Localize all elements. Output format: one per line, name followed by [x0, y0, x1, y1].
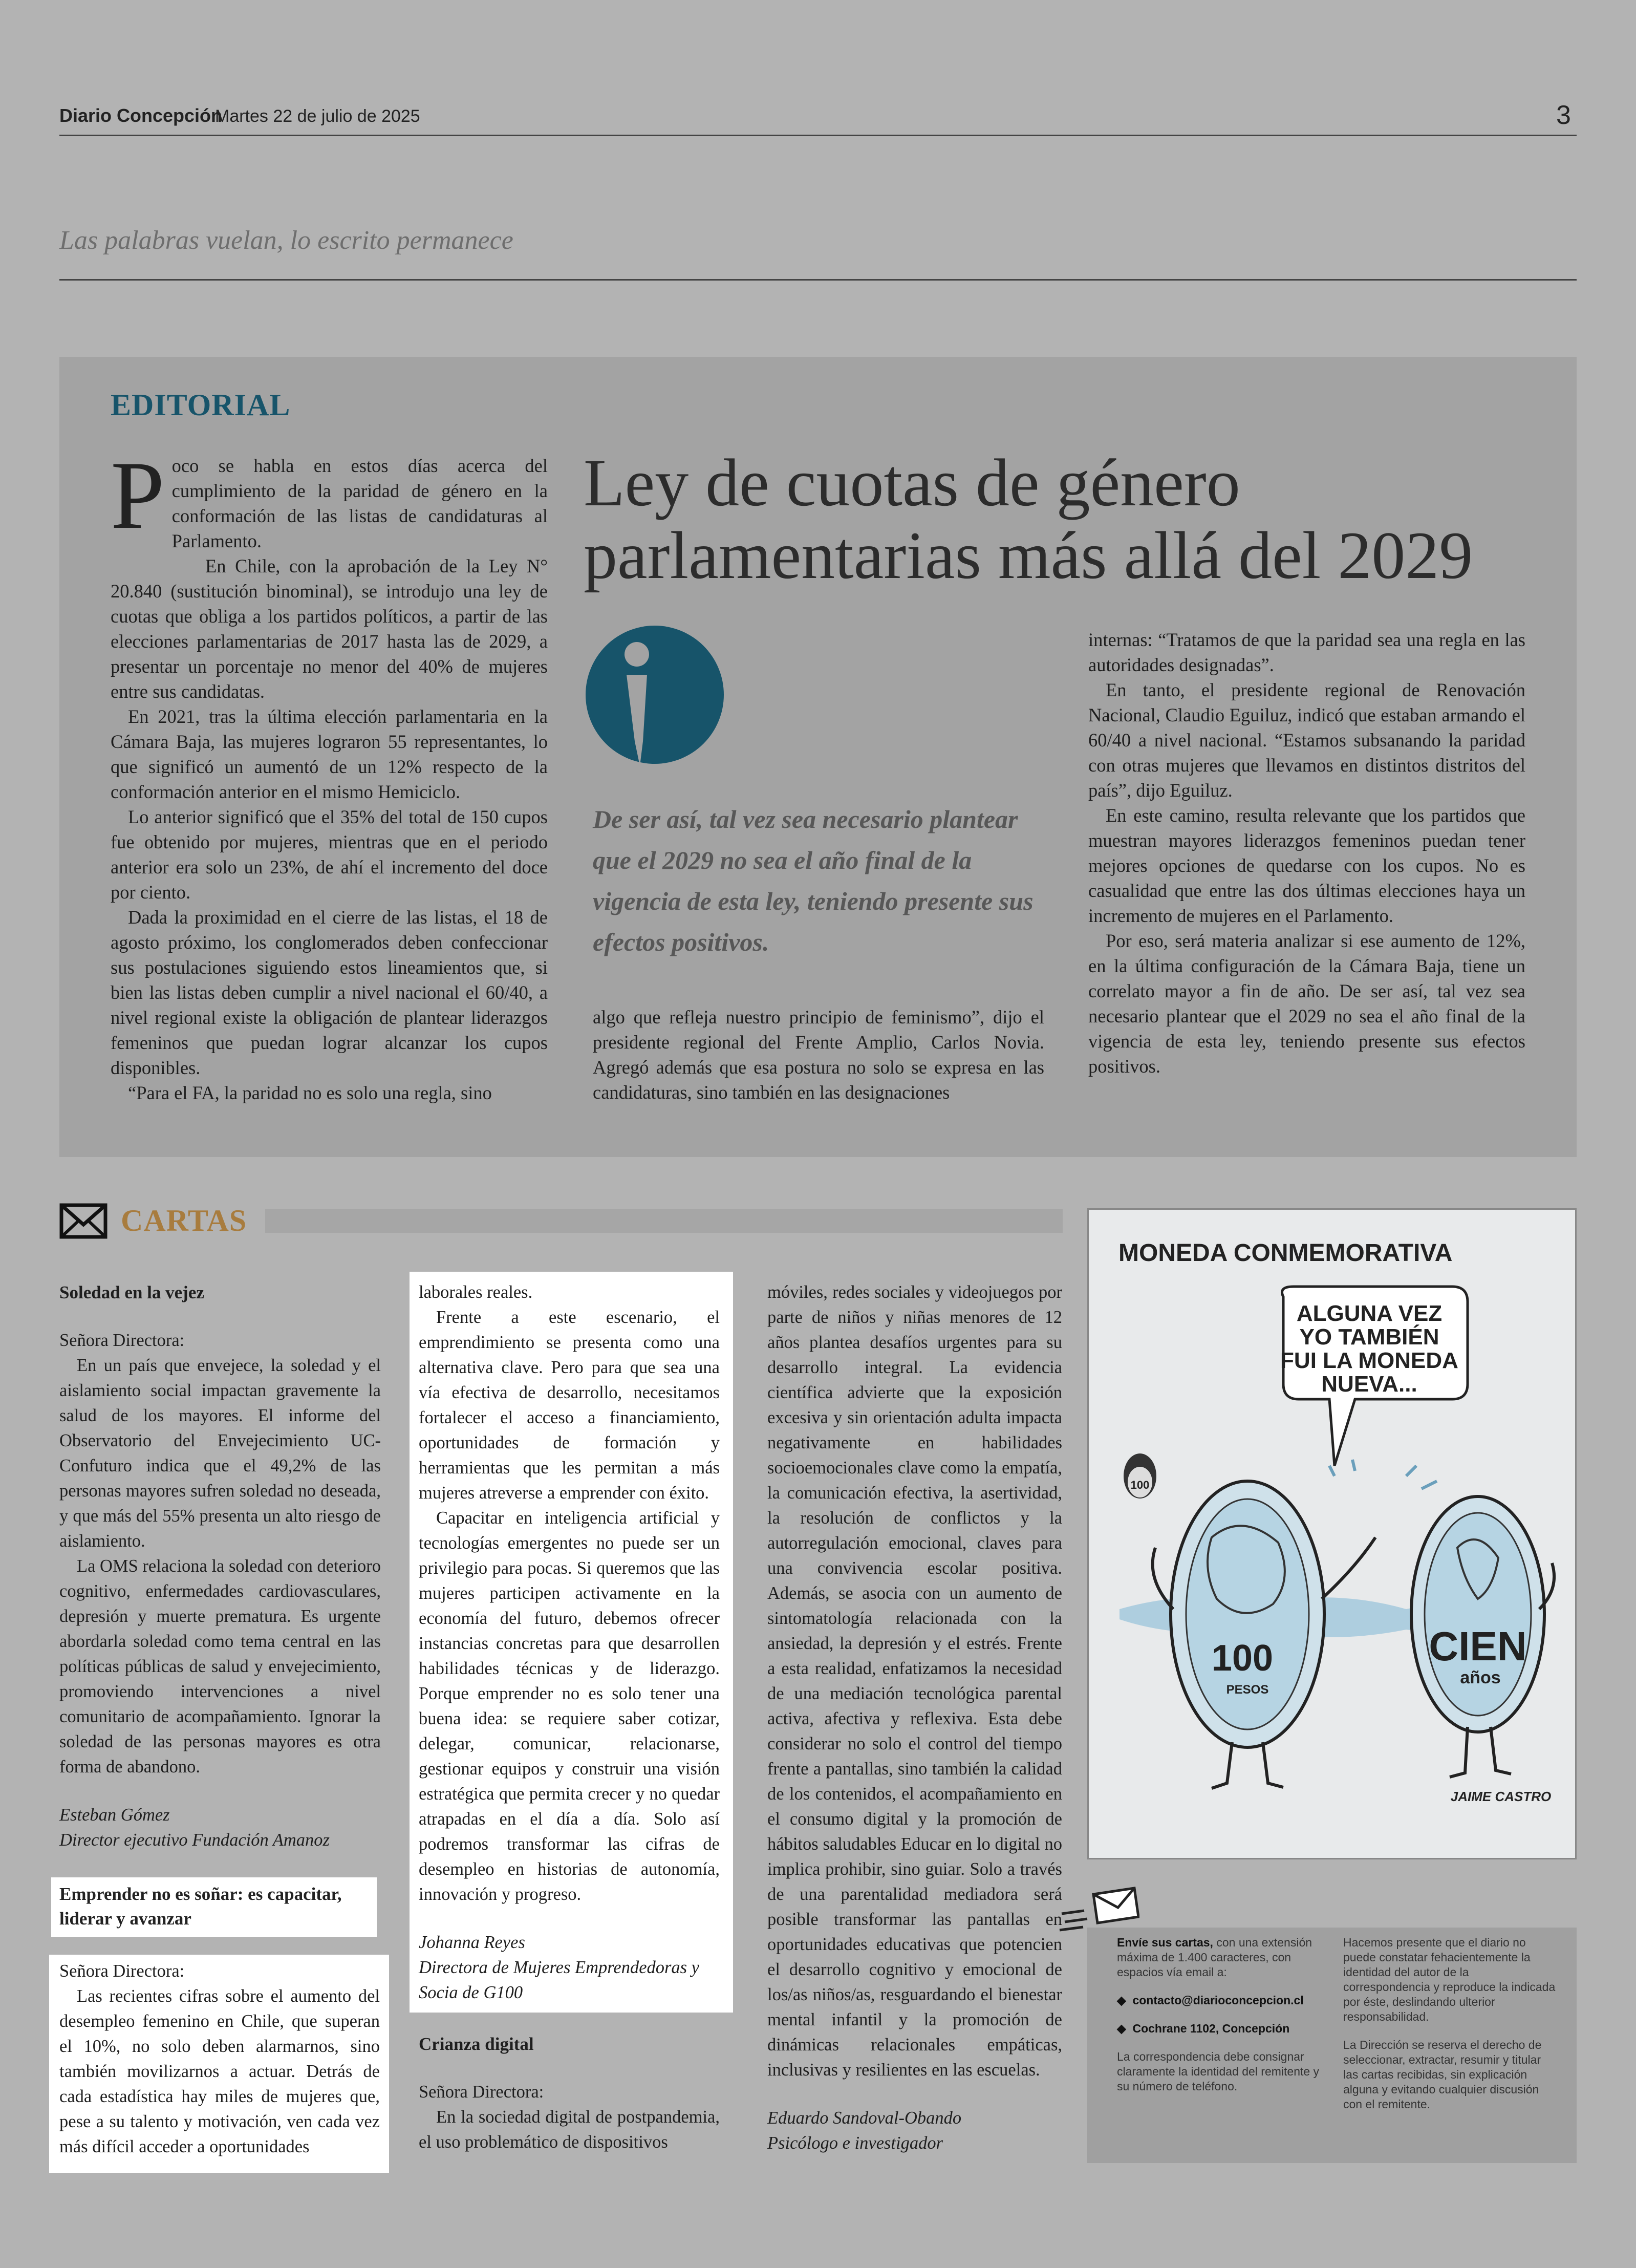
cartas-label: CARTAS — [121, 1204, 247, 1237]
editorial-paragraph: En este camino, resulta relevante que los partidos que muestran mayores liderazgos femeninos puedan tener mejores opciones de quedarse con los cupos. No es casualidad que entre las dos últimas elecciones haya un incremento de mujeres en el Parlamento. — [1088, 805, 1525, 926]
coin-subtext: años — [1460, 1668, 1501, 1687]
disclaimer-text: Hacemos presente que el diario no puede constatar fehacientemente la identidad del autor de la correspondencia y reproduce la indicada por éste, deslindando ulterior responsabilidad. — [1343, 1936, 1556, 2023]
editorial-paragraph: En 2021, tras la última elección parlamentaria en la Cámara Baja, las mujeres lograron 55 representantes, lo que significó un aumentó de un 12% respecto de la conformación anterior en el mismo Hemiciclo. — [111, 706, 548, 802]
submission-instructions — [1117, 1935, 1332, 2094]
editorial-column-2 — [593, 1004, 1044, 1105]
editorial-paragraph: Por eso, será materia analizar si ese aumento de 12%, en la última configuración de la Cámara Baja, tiene un correlato mayor a fin de año. De ser así, tal vez sea necesario plantear que el 2029 no sea el año final de la vigencia de esta ley, teniendo presente sus efectos positivos. — [1088, 930, 1525, 1077]
section-tagline: Las palabras vuelan, lo escrito permanece — [59, 226, 513, 255]
newspaper-name: Diario Concepción — [59, 105, 223, 126]
letter-paragraph: En un país que envejece, la soledad y el aislamiento social impactan gravemente la salud de los mayores. El informe del Observatorio del Envejecimiento UC-Confuturo indica que el 49,2% de las personas mayores sufren soledad no deseada, y que más del 55% presenta un alto riesgo de aislamiento. — [59, 1356, 381, 1551]
letter-soledad — [59, 1280, 381, 1853]
letter-salutation: Señora Directora: — [59, 1331, 185, 1350]
letter-salutation: Señora Directora: — [59, 1961, 185, 1981]
submission-note: La correspondencia debe consignar claramente la identidad del remitente y su número de teléfono. — [1117, 2050, 1320, 2093]
postal-address: ◆ Cochrane 1102, Concepción — [1117, 2022, 1290, 2035]
envelope-icon — [59, 1203, 107, 1239]
letter-paragraph: Capacitar en inteligencia artificial y tecnologías emergentes no puede ser un privilegio para pocas. Si queremos que las mujeres participen activamente en la economía del futuro, debemos ofrecer instancias concretas para que desarrollen habilidades técnicas y de liderazgo. Porque emprender no es solo tener una buena idea: se requiere saber cotizar, delegar, comunicar, relacionarse, gestionar equipos y construir una visión estratégica que permita crecer y no quedar atrapadas en el día a día. Solo así podremos transformar las cifras de desempleo en historias de autonomía, innovación y progreso. — [419, 1508, 720, 1904]
editorial-disclaimer — [1343, 1935, 1558, 2112]
letter-title: Emprender no es soñar: es capacitar, liderar y avanzar — [59, 1884, 342, 1929]
editorial-paragraph: internas: “Tratamos de que la paridad sea una regla en las autoridades designadas”. — [1088, 629, 1525, 675]
coin-value: 100 — [1211, 1638, 1274, 1679]
letter-author: Esteban Gómez — [59, 1805, 170, 1825]
submission-text: Envíe sus cartas, con una extensión máxima de 1.400 caracteres, con espacios vía email a: — [1117, 1936, 1312, 1979]
editorial-paragraph: “Para el FA, la paridad no es solo una regla, sino — [128, 1082, 492, 1103]
editorial-paragraph: En Chile, con la aprobación de la Ley N° 20.840 (sustitución binominal), se introdujo una ley de cuotas que obliga a los partidos políticos, a partir de las elecciones parlamentarias de 2017 hasta las de 2029, a presentar un porcentaje no menor del 40% de mujeres entre sus candidatas. — [111, 555, 548, 702]
coin-text: CIEN — [1429, 1623, 1527, 1669]
letter-paragraph: La OMS relaciona la soledad con deterioro cognitivo, enfermedades cardiovasculares, depresión y muerte prematura. Es urgente abordarla soledad como tema central en las políticas públicas de salud y envejecimiento, promoviendo intervenciones a nivel comunitario de acompañamiento. Ignorar la soledad de las personas mayores es otra forma de abandono. — [59, 1556, 381, 1777]
editorial-column-3 — [1088, 627, 1525, 1079]
letter-paragraph: móviles, redes sociales y videojuegos por parte de niños y niñas menores de 12 años plantea desafíos urgentes para su desarrollo integral. La evidencia científica advierte que la exposición excesiva y sin orientación adulta impacta negativamente en habilidades socioemocionales clave como la empatía, la comunicación efectiva, la asertividad, la resolución de conflictos y la autorregulación emocional, claves para una convivencia escolar positiva. Además, se asocia con un aumento de sintomatología relacionada con la ansiedad, la depresión y el estrés. Frente a esta realidad, enfatizamos la necesidad de una mediación tecnológica parental activa, afectiva y reflexiva. Esta debe considerar no solo el control del tiempo frente a pantallas, sino también la calidad de los contenidos, el acompañamiento en el consumo digital y la promoción de hábitos saludables Educar en lo digital no implica prohibir, sino guiar. Solo a través de una parentalidad mediadora será posible transformar las pantallas en oportunidades educativas que potencien el desarrollo cognitivo y emocional de los/as niños/as, resguardando el bienestar mental infantil y la promoción de dinámicas relacionales empáticas, inclusivas y resilientes en las escuelas. — [767, 1282, 1062, 2080]
letter-author-role: Director ejecutivo Fundación Amanoz — [59, 1830, 330, 1850]
letter-paragraph: En la sociedad digital de postpandemia, el uso problemático de dispositivos — [419, 2107, 720, 2152]
email-contact[interactable]: ◆ contacto@diarioconcepcion.cl — [1117, 1994, 1304, 2007]
letter-author-role: Psicólogo e investigador — [767, 2133, 943, 2153]
header-rule — [59, 135, 1577, 136]
letter-title: Soledad en la vejez — [59, 1282, 204, 1302]
flying-envelope-icon — [1058, 1884, 1139, 1935]
letter-salutation: Señora Directora: — [419, 2082, 544, 2102]
letter-emprender-part1 — [59, 1959, 380, 2159]
pull-quote: De ser así, tal vez sea necesario plantear que el 2029 no sea el año final de la vigencia de esta ley, teniendo presente sus efectos positivos. — [593, 805, 1034, 956]
tagline-rule — [59, 279, 1577, 281]
coin-unit: PESOS — [1226, 1683, 1269, 1697]
editorial-paragraph: Poco se habla en estos días acerca del cumplimiento de la paridad de género en la conformación de las listas de candidaturas al Parlamento. — [111, 442, 548, 551]
cartas-header-bar — [265, 1209, 1063, 1233]
letter-paragraph: Frente a este escenario, el emprendimiento se presenta como una alternativa clave. Pero para que sea una vía efectiva de desarrollo, necesitamos fortalecer el acceso a financiamiento, oportunidades de formación y herramientas que les permitan a más mujeres atreverse a emprender con éxito. — [419, 1308, 720, 1503]
letter-emprender-part2 — [419, 1280, 720, 2005]
letter-crianza-part2 — [767, 1280, 1062, 2156]
editorial-label: EDITORIAL — [111, 388, 291, 422]
letter-crianza-part1 — [419, 2031, 720, 2155]
editorial-paragraph: En tanto, el presidente regional de Renovación Nacional, Claudio Eguiluz, indicó que estaban armando el 60/40 a nivel nacional. “Estamos subsanando la paridad con otras mujeres que llevamos en distintos distritos del país”, dijo Eguiluz. — [1088, 679, 1525, 801]
editorial-paragraph: Dada la proximidad en el cierre de las listas, el 18 de agosto próximo, los conglomerados deben confeccionar sus postulaciones siguiendo estos lineamientos que, si bien las listas deben cumplir a nivel nacional el 60/40, a nivel regional existe la obligación de plantear liderazgos femeninos que puedan lograr alcanzar los cupos disponibles. — [111, 907, 548, 1078]
editorial-headline: Ley de cuotas de género parlamentarias más allá del 2029 — [584, 445, 1473, 593]
speech-bubble-text: ALGUNA VEZ YO TAMBIÉN FUI LA MONEDA NUEVA... — [1280, 1301, 1458, 1397]
letter-author: Eduardo Sandoval-Obando — [767, 2108, 962, 2128]
cartoon-signature: JAIME CASTRO — [1450, 1789, 1552, 1804]
letter-paragraph: laborales reales. — [419, 1282, 533, 1302]
editorial-info-icon — [586, 624, 724, 766]
editorial-paragraph: algo que refleja nuestro principio de feminismo”, dijo el presidente regional del Frente Amplio, Carlos Novia. Agregó además que esa postura no solo se expresa en las candidaturas, sino también en las designaciones — [593, 1007, 1044, 1103]
letter-paragraph: Las recientes cifras sobre el aumento del desempleo femenino en Chile, que superan el 10%, no solo deben alarmarnos, sino también movilizarnos a actuar. Detrás de cada estadística hay miles de mujeres que, pese a su talento y motivación, ven cada vez más difícil acceder a oportunidades — [59, 1986, 380, 2156]
editorial-paragraph: Lo anterior significó que el 35% del total de 150 cupos fue obtenido por mujeres, mientras que en el periodo anterior era solo un 23%, de ahí el incremento del doce por ciento. — [111, 806, 548, 903]
editorial-column-1 — [111, 442, 548, 1105]
cartoon-title: MONEDA CONMEMORATIVA — [1118, 1239, 1453, 1267]
page-number: 3 — [1556, 100, 1571, 130]
small-coin-value: 100 — [1130, 1479, 1150, 1491]
letter-title: Crianza digital — [419, 2034, 534, 2054]
letter-author-role: Directora de Mujeres Emprendedoras y Socia de G100 — [419, 1958, 700, 2002]
issue-date: Martes 22 de julio de 2025 — [215, 106, 420, 126]
letter-author: Johanna Reyes — [419, 1933, 525, 1952]
drop-cap: P — [111, 442, 165, 549]
disclaimer-text: La Dirección se reserva el derecho de seleccionar, extractar, resumir y titular las cartas recibidas, sin explicación alguna y evitando cualquier discusión con el remitente. — [1343, 2038, 1542, 2111]
